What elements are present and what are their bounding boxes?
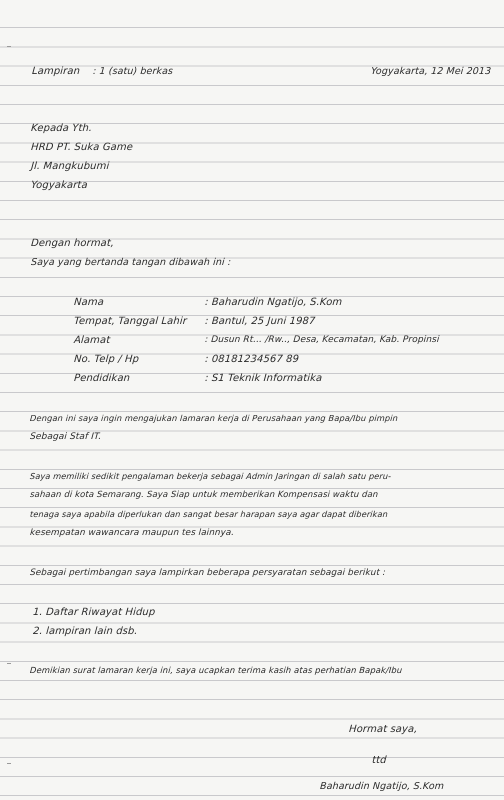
identity-value: : S1 Teknik Informatika (204, 373, 323, 384)
regards: Hormat saya, (348, 724, 418, 735)
identity-label: Pendidikan (73, 373, 131, 384)
identity-label: Alamat (73, 335, 111, 346)
identity-value: : 08181234567 89 (204, 354, 300, 365)
attachment-list-item: 2. lampiran lain dsb. (32, 626, 139, 637)
lampiran-label: Lampiran (31, 66, 81, 77)
identity-value: : Baharudin Ngatijo, S.Kom (204, 297, 343, 308)
signature-ttd: ttd (371, 755, 387, 766)
body-line: tenaga saya apabila diperlukan dan sangat besar harapan saya agar dapat diberikan (29, 509, 389, 519)
body-line: Sebagai Staf IT. (29, 432, 102, 442)
body-line: Sebagai pertimbangan saya lampirkan beberapa persyaratan sebagai berikut : (29, 568, 387, 578)
lampiran-value: : 1 (satu) berkas (92, 66, 174, 77)
identity-value: : Bantul, 25 Juni 1987 (204, 316, 316, 327)
signer-name: Baharudin Ngatijo, S.Kom (319, 781, 445, 792)
recipient-line: Yogyakarta (30, 180, 88, 191)
identity-value: : Dusun Rt... /Rw.., Desa, Kecamatan, Kab. Propinsi (204, 335, 440, 345)
greeting: Dengan hormat, (30, 238, 115, 249)
identity-label: No. Telp / Hp (73, 354, 140, 365)
place-date: Yogyakarta, 12 Mei 2013 (370, 66, 492, 77)
attachment-list-item: 1. Daftar Riwayat Hidup (32, 607, 156, 618)
intro-line: Saya yang bertanda tangan dibawah ini : (30, 257, 232, 268)
recipient-line: Kepada Yth. (30, 123, 93, 134)
body-line: sahaan di kota Semarang. Saya Siap untuk memberikan Kompensasi waktu dan (29, 490, 379, 500)
body-line: Dengan ini saya ingin mengajukan lamaran kerja di Perusahaan yang Bapa/Ibu pimpin (29, 413, 399, 423)
margin-mark (7, 663, 11, 664)
margin-mark (7, 46, 11, 47)
body-line: kesempatan wawancara maupun tes lainnya. (29, 528, 235, 538)
margin-mark (7, 763, 11, 764)
closing-line: Demikian surat lamaran kerja ini, saya ucapkan terima kasih atas perhatian Bapak/Ibu (29, 665, 403, 675)
identity-label: Nama (73, 297, 105, 308)
recipient-line: HRD PT. Suka Game (30, 142, 134, 153)
body-line: Saya memiliki sedikit pengalaman bekerja sebagai Admin Jaringan di salah satu peru- (29, 471, 392, 481)
recipient-line: Jl. Mangkubumi (30, 161, 110, 172)
identity-label: Tempat, Tanggal Lahir (73, 316, 188, 327)
